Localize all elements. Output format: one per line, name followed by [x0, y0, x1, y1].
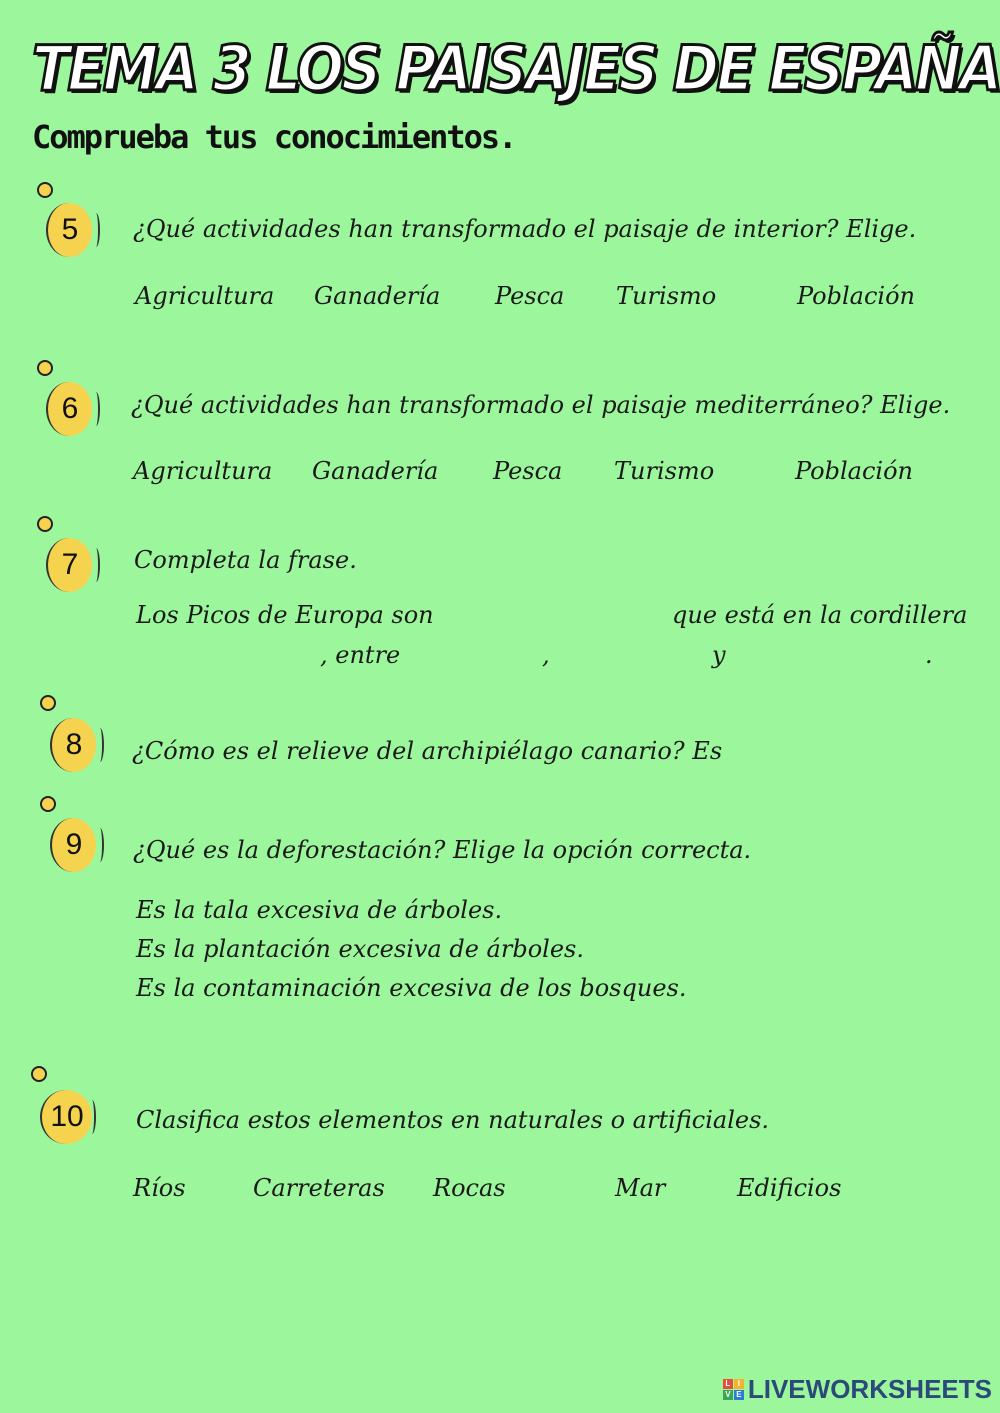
liveworksheets-logo [723, 1374, 992, 1405]
bracket-icon [92, 392, 100, 426]
question-number-badge: 6 [46, 382, 92, 436]
question-number-badge: 7 [46, 538, 92, 592]
option-2[interactable]: Es la plantación excesiva de árboles. [136, 935, 584, 963]
bracket-icon [92, 213, 100, 247]
option-turismo[interactable]: Turismo [616, 282, 717, 310]
option-1[interactable]: Es la tala excesiva de árboles. [136, 896, 503, 924]
logo-letter: L [723, 1379, 733, 1389]
bubble-icon [37, 516, 53, 532]
bubble-icon [40, 796, 56, 812]
logo-letter: I [734, 1379, 744, 1389]
sentence-part: y [712, 641, 726, 669]
option-agricultura[interactable]: Agricultura [133, 457, 273, 485]
question-number-badge: 8 [50, 718, 96, 772]
question-prompt: ¿Cómo es el relieve del archipiélago canario? Es [132, 737, 723, 765]
question-prompt: Completa la frase. [134, 546, 357, 574]
logo-text: LIVEWORKSHEETS [747, 1374, 992, 1404]
page-subtitle: Comprueba tus conocimientos. [32, 118, 516, 156]
option-ganaderia[interactable]: Ganadería [314, 282, 441, 310]
bubble-icon [37, 182, 53, 198]
bracket-icon [92, 548, 100, 582]
bracket-icon [96, 728, 104, 762]
question-prompt: Clasifica estos elementos en naturales o artificiales. [136, 1106, 770, 1134]
bubble-icon [31, 1066, 47, 1082]
option-agricultura[interactable]: Agricultura [135, 282, 275, 310]
option-mar[interactable]: Mar [615, 1174, 666, 1202]
option-pesca[interactable]: Pesca [493, 457, 563, 485]
option-ganaderia[interactable]: Ganadería [312, 457, 439, 485]
bubble-icon [40, 695, 56, 711]
question-prompt: ¿Qué actividades han transformado el paisaje mediterráneo? Elige. [131, 391, 951, 419]
sentence-part: , [542, 641, 550, 669]
option-poblacion[interactable]: Población [797, 282, 915, 310]
option-edificios[interactable]: Edificios [737, 1174, 842, 1202]
question-number-badge: 9 [50, 818, 96, 872]
question-number-badge: 5 [46, 203, 92, 257]
sentence-part: . [925, 641, 933, 669]
option-rios[interactable]: Ríos [133, 1174, 186, 1202]
question-prompt: ¿Qué es la deforestación? Elige la opción correcta. [133, 836, 752, 864]
option-pesca[interactable]: Pesca [495, 282, 565, 310]
bubble-icon [37, 360, 53, 376]
sentence-part: , entre [320, 641, 401, 669]
page-title: TEMA 3 LOS PAISAJES DE ESPAÑA [32, 32, 1000, 105]
question-number-badge: 10 [40, 1090, 92, 1144]
logo-letter: E [734, 1390, 744, 1400]
bracket-icon [88, 1100, 96, 1134]
sentence-part: Los Picos de Europa son [136, 601, 434, 629]
sentence-part: que está en la cordillera [672, 601, 968, 629]
bracket-icon [96, 828, 104, 862]
logo-letter: V [723, 1390, 733, 1400]
option-turismo[interactable]: Turismo [614, 457, 715, 485]
question-prompt: ¿Qué actividades han transformado el paisaje de interior? Elige. [133, 215, 917, 243]
option-rocas[interactable]: Rocas [433, 1174, 506, 1202]
logo-icon [723, 1379, 744, 1400]
option-carreteras[interactable]: Carreteras [253, 1174, 385, 1202]
option-3[interactable]: Es la contaminación excesiva de los bosques. [136, 974, 687, 1002]
option-poblacion[interactable]: Población [795, 457, 913, 485]
